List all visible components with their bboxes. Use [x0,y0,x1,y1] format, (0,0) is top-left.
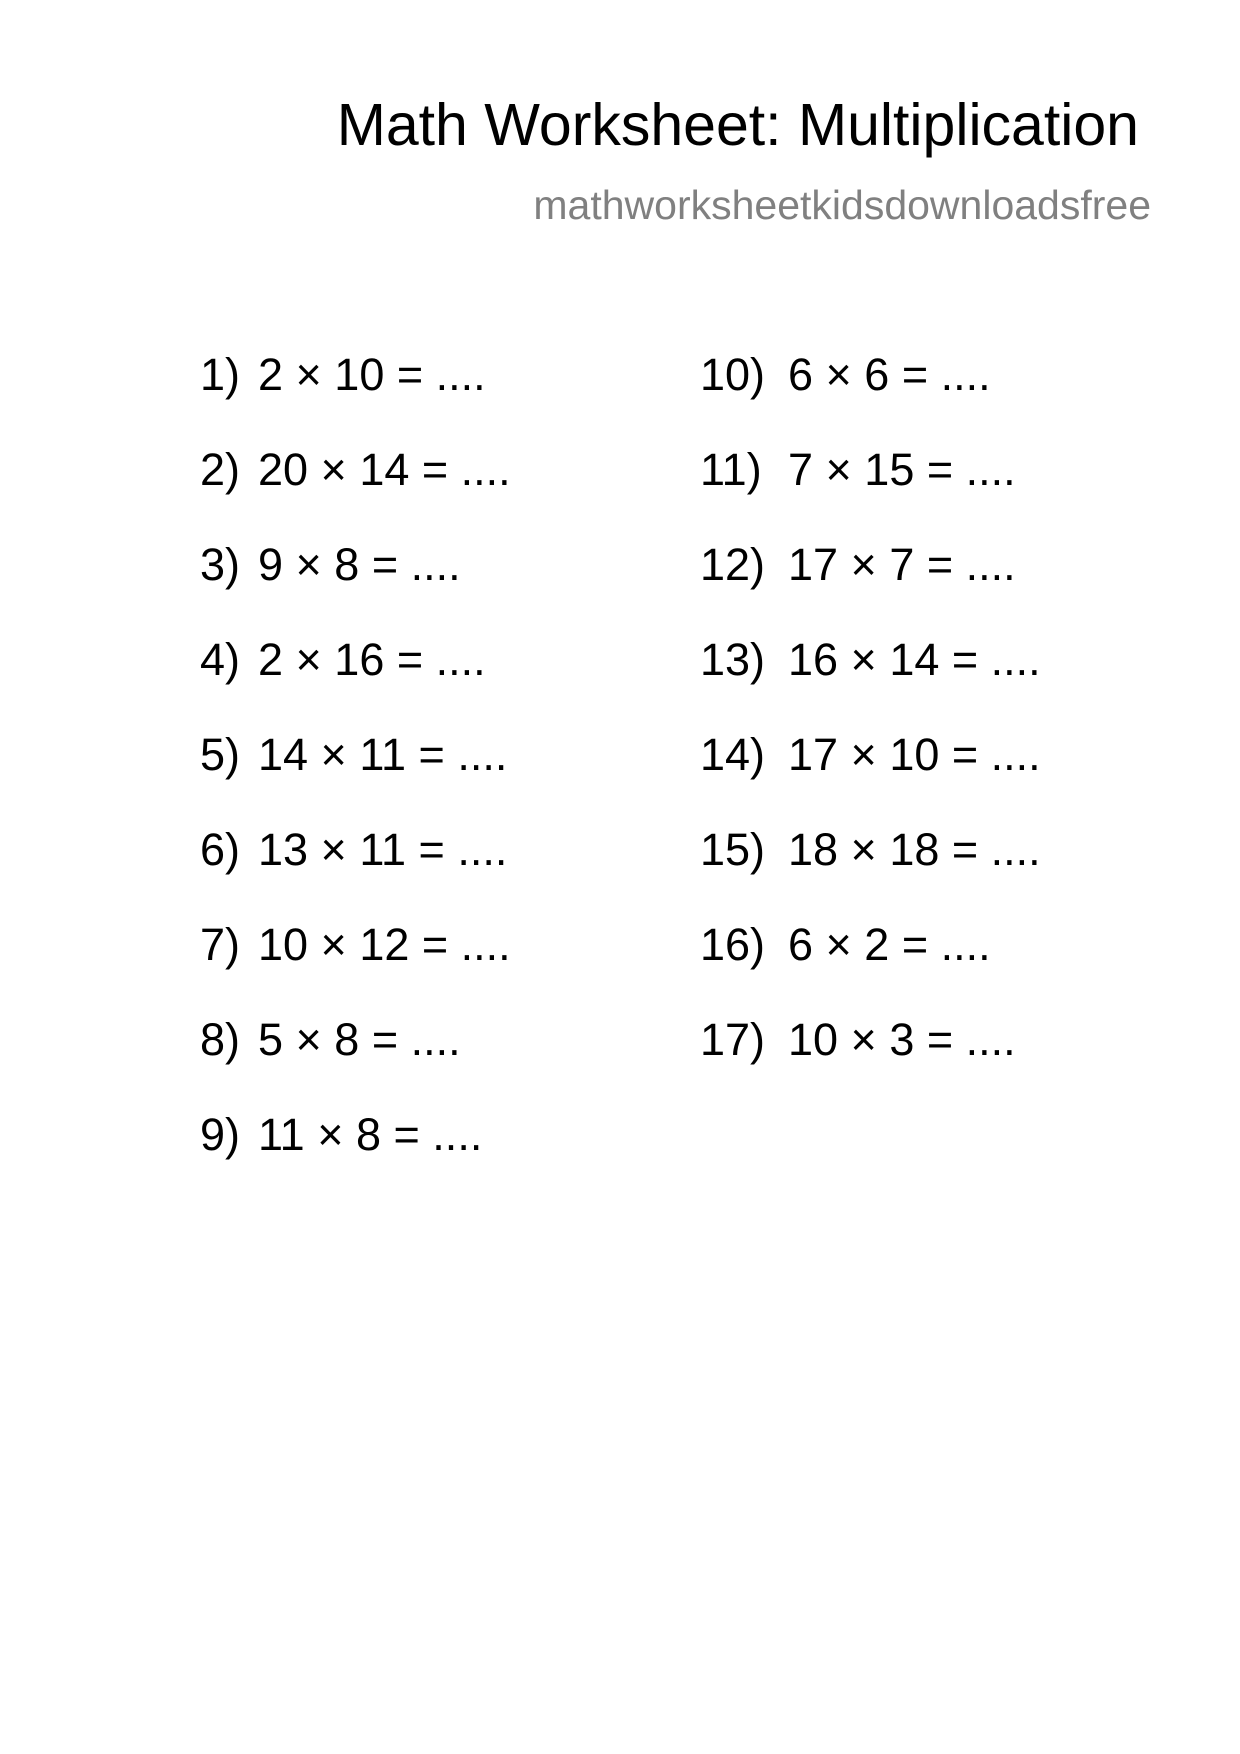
problem-item [700,350,1041,445]
problem-expression: 2 × 10 = .... [258,349,486,400]
problem-item [200,920,511,1015]
problem-item [700,635,1041,730]
problem-item [200,445,511,540]
problem-item [700,540,1041,635]
problem-number: 15) [700,824,766,875]
problem-expression: 13 × 11 = .... [258,824,508,875]
problem-expression: 6 × 2 = .... [788,919,991,970]
problem-number: 7) [200,919,241,970]
problem-item [200,1015,511,1110]
problem-expression: 9 × 8 = .... [258,539,461,590]
problem-expression: 18 × 18 = .... [788,824,1041,875]
problem-expression: 14 × 11 = .... [258,729,508,780]
problem-expression: 10 × 3 = .... [788,1014,1016,1065]
problem-item [200,540,511,635]
problem-item [700,730,1041,825]
problem-item [200,350,511,445]
worksheet-subtitle: mathworksheetkidsdownloadsfree [533,182,1151,228]
problem-number: 9) [200,1109,241,1160]
problem-item [200,825,511,920]
problem-expression: 10 × 12 = .... [258,919,511,970]
problem-expression: 20 × 14 = .... [258,444,511,495]
problem-number: 11) [700,444,762,495]
problem-expression: 16 × 14 = .... [788,634,1041,685]
problem-column-right [700,350,1041,1110]
problem-expression: 5 × 8 = .... [258,1014,461,1065]
problem-expression: 17 × 7 = .... [788,539,1016,590]
problem-expression: 6 × 6 = .... [788,349,991,400]
problem-number: 17) [700,1014,766,1065]
problem-number: 6) [200,824,241,875]
problem-item [700,445,1041,540]
problem-expression: 2 × 16 = .... [258,634,486,685]
problem-column-left [200,350,511,1205]
problem-number: 3) [200,539,241,590]
problem-item [200,1110,511,1205]
problem-item [200,635,511,730]
problem-item [200,730,511,825]
problem-number: 5) [200,729,241,780]
problem-expression: 11 × 8 = .... [258,1109,483,1160]
problem-number: 14) [700,729,766,780]
problem-item [700,825,1041,920]
problem-number: 1) [200,349,241,400]
problem-number: 2) [200,444,241,495]
problem-number: 4) [200,634,241,685]
problem-item [700,1015,1041,1110]
problem-number: 16) [700,919,766,970]
worksheet-title: Math Worksheet: Multiplication [336,92,1139,158]
problem-expression: 17 × 10 = .... [788,729,1041,780]
problem-number: 12) [700,539,766,590]
problem-number: 8) [200,1014,241,1065]
problem-expression: 7 × 15 = .... [788,444,1016,495]
problem-number: 10) [700,349,766,400]
problem-number: 13) [700,634,766,685]
problem-item [700,920,1041,1015]
